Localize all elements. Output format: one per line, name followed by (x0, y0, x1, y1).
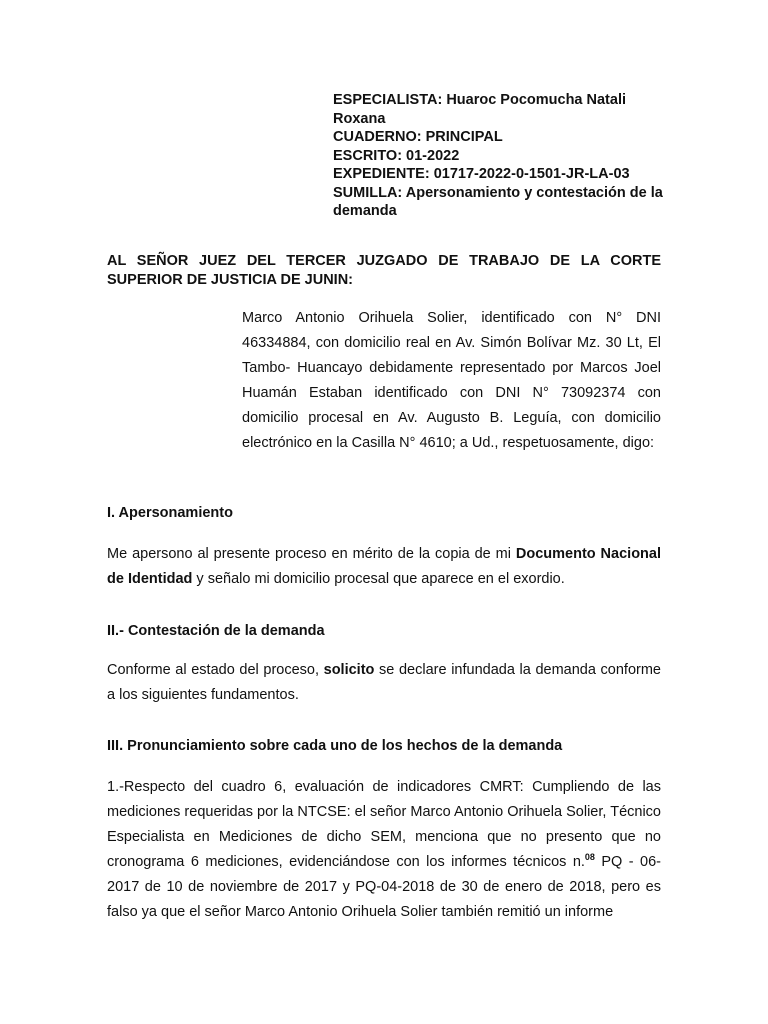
section-3-text-before: 1.-Respecto del cuadro 6, evaluación de indicadores CMRT: Cumpliendo de las mediciones requeridas por la NTCSE: el señor Marco Antonio Orihuela Solier, Técnico Especialista en Mediciones de dicho SEM, menciona que no presento que no cronograma 6 mediciones, evidenciándose con los informes técnicos n. (107, 779, 661, 870)
section-2-title: II.- Contestación de la demanda (107, 623, 325, 639)
section-1-text-after: y señalo mi domicilio procesal que aparece en el exordio. (192, 571, 565, 587)
section-1-bold-text: Documento Nacional de Identidad (107, 546, 661, 587)
section-1-title: I. Apersonamiento (107, 505, 233, 521)
especialista-line: ESPECIALISTA: Huaroc Pocomucha Natali Roxana (333, 92, 627, 127)
case-header (333, 91, 663, 221)
section-2-paragraph (107, 658, 661, 708)
section-2-bold-text: solicito (323, 662, 375, 678)
section-1-text-before: Me apersono al presente proceso en mérito de la copia de mi (107, 546, 516, 562)
sumilla-line: SUMILLA: Apersonamiento y contestación de la demanda (333, 184, 663, 219)
section-3-paragraph (107, 775, 661, 925)
cuaderno-line: CUADERNO: PRINCIPAL (333, 129, 503, 145)
section-2-text-after: se declare infundada la demanda conforme a los siguientes fundamentos. (107, 662, 661, 703)
section-3-superscript: 08 (584, 852, 595, 863)
section-3-text-after: PQ - 06-2017 de 10 de noviembre de 2017 y PQ-04-2018 de 30 de enero de 2018, pero es falso ya que el señor Marco Antonio Orihuela Solier también remitió un informe (107, 854, 661, 920)
section-2-text-before: Conforme al estado del proceso, (107, 662, 324, 678)
section-1-paragraph (107, 542, 661, 592)
court-address: AL SEÑOR JUEZ DEL TERCER JUZGADO DE TRABAJO DE LA CORTE SUPERIOR DE JUSTICIA DE JUNIN: (107, 253, 661, 288)
expediente-line: EXPEDIENTE: 01717-2022-0-1501-JR-LA-03 (333, 166, 630, 182)
section-3-title: III. Pronunciamiento sobre cada uno de los hechos de la demanda (107, 738, 563, 754)
intro-paragraph: Marco Antonio Orihuela Solier, identificado con N° DNI 46334884, con domicilio real en Av. Simón Bolívar Mz. 30 Lt, El Tambo- Huancayo debidamente representado por Marcos Joel Huamán Estaban identificado con DNI N° 73092374 con domicilio procesal en Av. Augusto B. Leguía, con domicilio electrónico en la Casilla N° 4610; a Ud., respetuosamente, digo: (242, 310, 661, 451)
escrito-line: ESCRITO: 01-2022 (333, 147, 460, 164)
